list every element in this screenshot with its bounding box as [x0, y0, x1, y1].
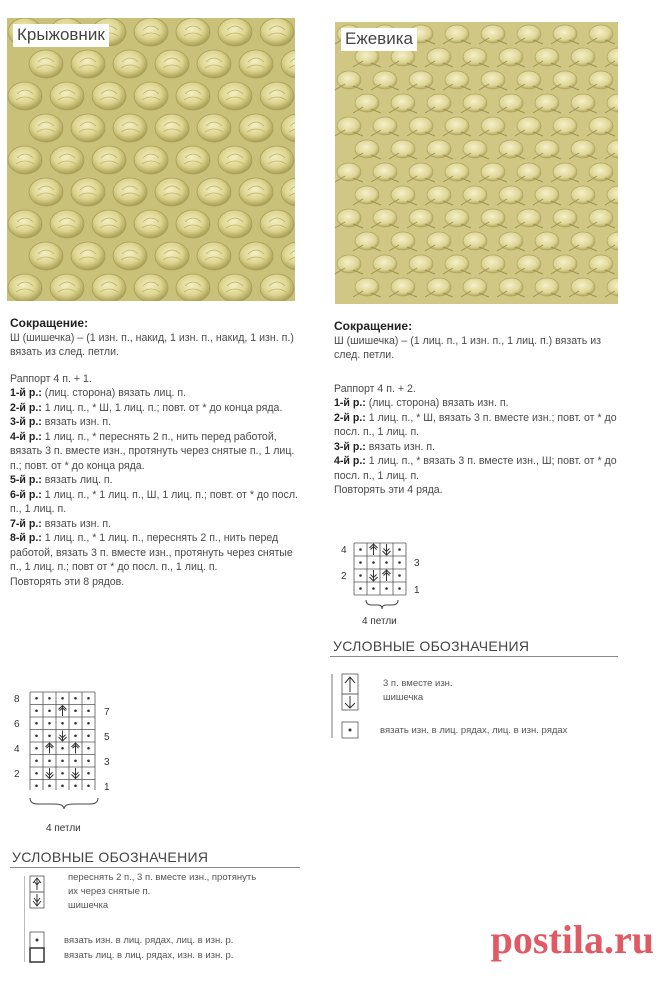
abbreviation-heading: Сокращение:	[10, 316, 89, 330]
legend-title: УСЛОВНЫЕ ОБОЗНАЧЕНИЯ	[12, 849, 209, 865]
bobble	[71, 50, 105, 78]
purl-dot	[35, 747, 38, 750]
bobble	[29, 114, 63, 142]
bobble	[71, 242, 105, 270]
purl-dot	[398, 574, 401, 577]
purl-dot	[359, 561, 362, 564]
purl-dot	[74, 759, 77, 762]
row-number: 1	[414, 585, 420, 596]
legend-symbols	[24, 874, 60, 969]
purl-dot	[359, 574, 362, 577]
bobble	[134, 146, 168, 174]
purl-dot	[74, 709, 77, 712]
purl-dot	[48, 734, 51, 737]
blackberry-chart-grid	[352, 541, 412, 597]
decrease-symbol	[59, 706, 67, 717]
bobble	[155, 178, 189, 206]
bobble	[134, 210, 168, 238]
bobble-symbol	[59, 731, 67, 742]
bobble	[113, 178, 147, 206]
row-number: 4	[14, 744, 20, 755]
purl-dot	[372, 561, 375, 564]
purl-dot	[87, 747, 90, 750]
purl-dot	[87, 697, 90, 700]
bobble	[218, 82, 252, 110]
purl-dot	[48, 722, 51, 725]
bobble	[50, 146, 84, 174]
row-number: 3	[414, 558, 420, 569]
bobble	[176, 18, 210, 46]
bobble	[260, 82, 294, 110]
purl-dot	[87, 722, 90, 725]
decrease-symbol	[46, 743, 54, 754]
bobble	[92, 210, 126, 238]
bobble	[71, 114, 105, 142]
bobble	[50, 82, 84, 110]
chart-caption: 4 петли	[46, 823, 81, 834]
legend-text: шишечка	[68, 900, 109, 911]
row-4: 4-й р.: 1 лиц. п., * переснять 2 п., нить перед работой, вязать 3 п. вместе изн., протянуть через снятые п., 1 лиц. п.; повт. от * до конца ряда.	[10, 430, 295, 472]
row-6: 6-й р.: 1 лиц. п., * 1 лиц. п., Ш, 1 лиц. п.; повт. от * до посл. п., 1 лиц. п.	[10, 488, 298, 515]
bobble	[92, 146, 126, 174]
bobble	[197, 242, 231, 270]
row-number: 3	[104, 757, 110, 768]
gooseberry-chart-grid	[28, 690, 100, 790]
row-3: 3-й р.: вязать изн. п.	[10, 416, 112, 428]
legend-text: их через снятые п.	[68, 886, 151, 897]
purl-dot	[87, 759, 90, 762]
bobble	[218, 274, 252, 301]
legend-text: вязать изн. в лиц. рядах, лиц. в изн. рядах	[380, 725, 568, 736]
bobble	[176, 274, 210, 301]
purl-dot	[35, 722, 38, 725]
bobble	[176, 210, 210, 238]
bobble	[155, 114, 189, 142]
row-number: 1	[104, 782, 110, 793]
row-8: 8-й р.: 1 лиц. п., * 1 лиц. п., переснять 2 п., нить перед работой, вязать 3 п. вместе изн., протянуть через снятые п., 1 лиц. п.; повт от * до посл. п., 1 лиц. п.	[10, 532, 293, 573]
purl-dot	[61, 747, 64, 750]
legend-text: 3 п. вместе изн.	[383, 678, 453, 689]
purl-dot	[385, 587, 388, 590]
bobble	[260, 210, 294, 238]
bobble	[218, 146, 252, 174]
legend-text: вязать изн. в лиц. рядах, лиц. в изн. р.	[64, 935, 234, 946]
legend-symbols	[330, 672, 370, 747]
bobble	[8, 274, 42, 301]
chart-bracket	[364, 598, 400, 610]
bobble-symbol	[383, 544, 391, 555]
bobble	[113, 114, 147, 142]
purl-dot	[48, 709, 51, 712]
purl-dot	[398, 587, 401, 590]
row-number: 8	[14, 694, 20, 705]
bobble	[134, 82, 168, 110]
bobble	[218, 18, 252, 46]
bobble	[92, 274, 126, 301]
bobble	[239, 114, 273, 142]
purl-dot	[61, 772, 64, 775]
purl-dot	[385, 561, 388, 564]
row-2: 2-й р.: 1 лиц. п., * Ш, 1 лиц. п.; повт. от * до конца ряда.	[10, 401, 283, 414]
legend-text: переснять 2 п., 3 п. вместе изн., протянуть	[68, 872, 257, 883]
repeat-text: Повторять эти 4 ряда.	[334, 484, 443, 496]
purl-dot	[61, 697, 64, 700]
purl-dot	[74, 697, 77, 700]
bobble	[134, 274, 168, 301]
row-number: 2	[14, 769, 20, 780]
purl-dot	[359, 548, 362, 551]
abbreviation-text: Ш (шишечка) – (1 лиц. п., 1 изн. п., 1 лиц. п.) вязать из след. петли.	[334, 334, 602, 361]
bobble	[260, 146, 294, 174]
swatch-title: Ежевика	[341, 28, 417, 51]
gooseberry-instructions	[10, 316, 300, 589]
bobble	[155, 242, 189, 270]
postila-logo-watermark: postila.ru	[490, 917, 654, 962]
purl-dot	[74, 734, 77, 737]
gooseberry-chart	[28, 690, 100, 795]
purl-dot	[35, 734, 38, 737]
purl-dot	[35, 759, 38, 762]
row-number: 2	[341, 571, 347, 582]
bobble	[29, 50, 63, 78]
row-4: 4-й р.: 1 лиц. п., * вязать 3 п. вместе изн., Ш; повт. от * до посл. п., 1 лиц. п.	[334, 455, 617, 482]
row-number: 5	[104, 732, 110, 743]
repeat-text: Повторять эти 8 рядов.	[10, 575, 125, 588]
row-1: 1-й р.: (лиц. сторона) вязать изн. п.	[334, 397, 509, 409]
bobble	[8, 146, 42, 174]
purl-dot	[61, 784, 64, 787]
decrease-symbol	[370, 544, 378, 555]
row-5: 5-й р.: вязать лиц. п.	[10, 474, 113, 486]
chart-caption: 4 петли	[362, 616, 397, 627]
bobble	[29, 242, 63, 270]
purl-dot	[372, 587, 375, 590]
purl-dot	[48, 784, 51, 787]
bobble	[197, 114, 231, 142]
row-number: 4	[341, 545, 347, 556]
swatch-title: Крыжовник	[13, 24, 109, 47]
purl-dot	[61, 759, 64, 762]
row-number: 6	[14, 719, 20, 730]
bobble	[176, 146, 210, 174]
bobble	[8, 82, 42, 110]
purl-dot	[87, 772, 90, 775]
bobble-symbol	[370, 570, 378, 581]
bobble	[218, 210, 252, 238]
legend-text: вязать лиц. в лиц. рядах, изн. в изн. р.	[64, 950, 234, 961]
bobble	[29, 178, 63, 206]
row-7: 7-й р.: вязать изн. п.	[10, 517, 112, 530]
purl-dot	[48, 759, 51, 762]
purl-dot	[35, 772, 38, 775]
blackberry-texture	[335, 22, 618, 304]
legend-divider	[10, 867, 300, 868]
purl-dot	[359, 587, 362, 590]
rapport: Раппорт 4 п. + 2.	[334, 382, 416, 395]
purl-dot	[61, 722, 64, 725]
gooseberry-swatch-photo	[7, 18, 295, 301]
row-3: 3-й р.: вязать изн. п.	[334, 440, 436, 453]
bobble	[239, 50, 273, 78]
legend-title: УСЛОВНЫЕ ОБОЗНАЧЕНИЯ	[333, 638, 530, 654]
bobble	[92, 82, 126, 110]
blackberry-instructions	[334, 319, 619, 498]
legend-symbols-column	[24, 874, 60, 964]
row-2: 2-й р.: 1 лиц. п., * Ш, вязать 3 п. вместе изн.; повт. от * до посл. п., 1 лиц. п.	[334, 411, 617, 438]
purl-dot	[87, 734, 90, 737]
bobble	[197, 50, 231, 78]
purl-dot	[87, 784, 90, 787]
bobble	[260, 274, 294, 301]
purl-dot	[35, 709, 38, 712]
bobble-symbol	[46, 768, 54, 779]
blackberry-swatch-photo	[335, 22, 618, 304]
abbreviation-text: Ш (шишечка) – (1 изн. п., накид, 1 изн. п., накид, 1 изн. п.) вязать из след. петли.	[10, 331, 294, 358]
purl-dot	[48, 697, 51, 700]
bobble-symbol	[72, 768, 80, 779]
row-number: 7	[104, 707, 110, 718]
purl-dot	[87, 709, 90, 712]
rapport: Раппорт 4 п. + 1.	[10, 372, 92, 385]
blackberry-chart	[352, 541, 412, 602]
decrease-symbol	[383, 570, 391, 581]
purl-dot	[35, 697, 38, 700]
purl-dot	[35, 784, 38, 787]
bobble	[239, 178, 273, 206]
bobble	[113, 50, 147, 78]
bobble	[71, 178, 105, 206]
bobble	[239, 242, 273, 270]
bobble	[197, 178, 231, 206]
legend-text: шишечка	[383, 692, 424, 703]
decrease-symbol	[72, 743, 80, 754]
purl-dot	[74, 722, 77, 725]
legend-divider	[330, 656, 618, 657]
bobble	[8, 210, 42, 238]
gooseberry-texture	[7, 18, 295, 301]
purl-dot	[398, 548, 401, 551]
bobble	[260, 18, 294, 46]
chart-bracket	[28, 796, 100, 810]
purl-dot	[74, 784, 77, 787]
bobble	[50, 210, 84, 238]
bobble	[50, 274, 84, 301]
legend-symbols-column	[330, 672, 370, 742]
purl-dot	[398, 561, 401, 564]
abbreviation-heading: Сокращение:	[334, 319, 413, 333]
bobble	[155, 50, 189, 78]
bobble	[113, 242, 147, 270]
bobble	[134, 18, 168, 46]
row-1: 1-й р.: (лиц. сторона) вязать лиц. п.	[10, 387, 187, 399]
bobble	[176, 82, 210, 110]
